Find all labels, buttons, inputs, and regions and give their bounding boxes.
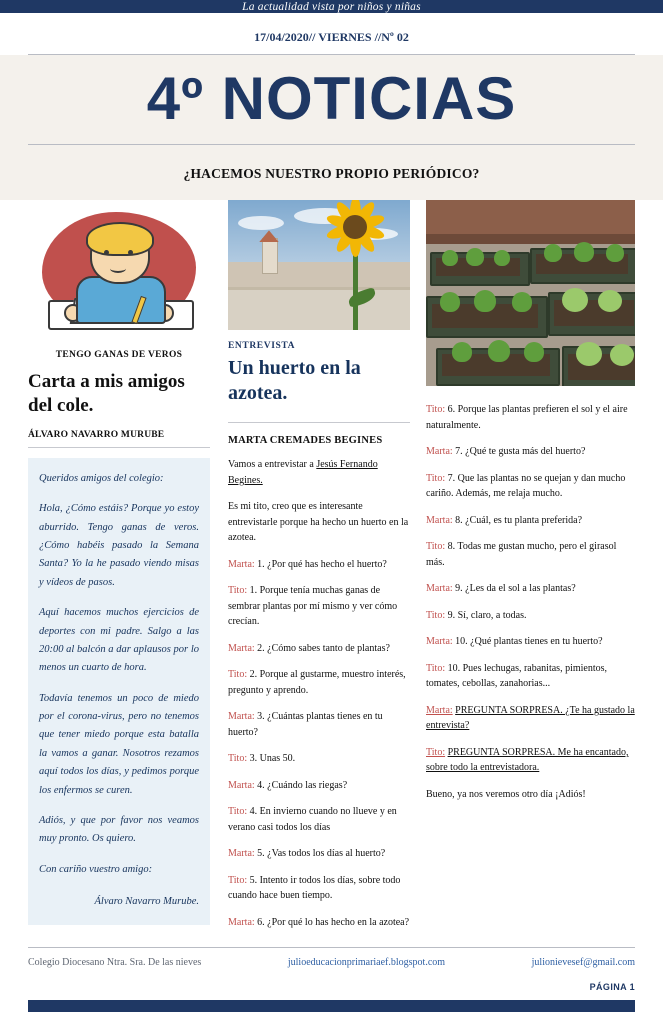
qa-text: 7. ¿Qué te gusta más del huerto? xyxy=(455,446,586,458)
qa-line xyxy=(426,703,635,734)
qa-speaker: Tito: xyxy=(426,404,446,416)
qa-speaker: Tito: xyxy=(228,806,248,818)
left-article-headline: Carta a mis amigos del cole. xyxy=(28,371,185,417)
qa-speaker: Marta: xyxy=(426,636,453,648)
column-middle xyxy=(224,200,420,941)
qa-text: 3. ¿Cuántas plantas tienes en tu huerto? xyxy=(228,711,383,738)
illustration-caption: TENGO GANAS DE VEROS xyxy=(55,350,183,361)
qa-speaker: Tito: xyxy=(426,609,446,621)
qa-line xyxy=(228,778,410,794)
masthead-subhead: ¿HACEMOS NUESTRO PROPIO PERIÓDICO? xyxy=(0,149,663,200)
sunflower-icon xyxy=(322,200,388,260)
qa-speaker: Tito: xyxy=(426,472,446,484)
qa-text: 2. ¿Cómo sabes tanto de plantas? xyxy=(257,642,390,654)
footer-blog-link[interactable]: julioeducacionprimariaef.blogspot.com xyxy=(287,957,446,969)
qa-speaker: Tito: xyxy=(426,541,446,553)
footer-email-link[interactable]: julionievesef@gmail.com xyxy=(531,957,635,969)
qa-speaker: Tito: xyxy=(228,753,248,765)
qa-text: 10. ¿Qué plantas tienes en tu huerto? xyxy=(455,636,603,648)
dateline: 17/04/2020// VIERNES //Nº 02 xyxy=(0,13,663,54)
column-right xyxy=(420,200,635,941)
qa-speaker: Marta: xyxy=(228,642,255,654)
qa-speaker: Tito: xyxy=(228,874,248,886)
qa-line xyxy=(228,846,410,862)
qa-speaker: Tito: xyxy=(228,669,248,681)
qa-text: 9. Sí, claro, a todas. xyxy=(447,609,527,621)
interview-intro: Es mi tito, creo que es interesante entrevistarle porque ha hecho un huerto en la azotea. xyxy=(228,501,409,544)
qa-text: 5. Intento ir todos los días, sobre todo cuando hace buen tiempo. xyxy=(228,874,401,902)
column-left xyxy=(28,200,224,941)
qa-line xyxy=(228,641,410,657)
right-qa-block xyxy=(426,402,635,802)
qa-speaker: Marta: xyxy=(228,779,255,791)
interview-intro xyxy=(228,457,410,488)
letter-paragraph: Con cariño vuestro amigo: xyxy=(39,863,153,875)
letter-signature: Álvaro Navarro Murube. xyxy=(94,896,199,908)
qa-line xyxy=(228,751,410,767)
qa-text: 6. ¿Por qué lo has hecho en la azotea? xyxy=(257,916,410,928)
intro-text: Vamos a entrevistar a xyxy=(228,459,317,471)
qa-speaker: Marta: xyxy=(426,704,453,716)
qa-text: 10. Pues lechugas, rabanitas, pimientos, tomates, cebollas, zanahorias... xyxy=(426,662,608,690)
qa-speaker: Marta: xyxy=(426,514,453,526)
qa-text: PREGUNTA SORPRESA. ¿Te ha gustado la entrevista? xyxy=(426,704,635,732)
qa-text: 2. Porque al gustarme, muestro interés, pregunto y aprendo. xyxy=(228,669,406,696)
interviewer-name: MARTA CREMADES BEGINES xyxy=(228,422,410,446)
qa-text: 9. ¿Les da el sol a las plantas? xyxy=(455,583,576,595)
qa-speaker: Tito: xyxy=(426,746,446,758)
qa-line xyxy=(228,583,410,630)
qa-line xyxy=(426,402,635,433)
footer xyxy=(0,941,663,1000)
qa-line xyxy=(426,471,635,502)
footer-rule xyxy=(28,947,635,948)
qa-speaker: Tito: xyxy=(228,585,248,597)
footer-row xyxy=(28,957,635,976)
letter-paragraph: Queridos amigos del colegio: xyxy=(39,472,164,484)
letter-paragraph: Adiós, y que por favor nos veamos muy pronto. Os quiero. xyxy=(39,814,199,845)
qa-line xyxy=(426,539,635,570)
article-columns xyxy=(0,200,663,941)
qa-text: 6. Porque las plantas prefieren el sol y el aire naturalmente. xyxy=(426,404,628,431)
bottom-bar xyxy=(28,1000,635,1012)
left-article-byline: ÁLVARO NAVARRO MURUBE xyxy=(28,430,210,448)
interviewee-name: Jesús Fernando Begines. xyxy=(228,459,378,486)
qa-text: 5. ¿Vas todos los días al huerto? xyxy=(257,848,386,860)
qa-text: 1. ¿Por qué has hecho el huerto? xyxy=(257,558,387,570)
letter-paragraph: Aquí hacemos muchos ejercicios de deportes con mi padre. Salgo a las 20:00 al balcón a dar aplausos por lo menos un cuarto de hora. xyxy=(39,607,199,674)
footer-school: Colegio Diocesano Ntra. Sra. De las nieves xyxy=(28,957,202,969)
qa-speaker: Marta: xyxy=(426,583,453,595)
qa-text: PREGUNTA SORPRESA. Me ha encantado, sobre todo la entrevistadora. xyxy=(426,746,629,774)
banner-tagline: La actualidad vista por niños y niñas xyxy=(242,0,421,13)
letter-paragraph: Hola, ¿Cómo estáis? Porque yo estoy aburrido. Tengo ganas de veros. ¿Cómo habéis pasado la Semana Santa? Yo la he pasado viendo misas y vídeos de pasos. xyxy=(39,503,199,588)
qa-speaker: Marta: xyxy=(228,711,255,723)
qa-line xyxy=(228,804,410,835)
letter-paragraph: Todavía tenemos un poco de miedo por el corona-virus, pero no tenemos que tener miedo porque esta batalla la vamos a ganar. Nosotros rezamos aquí todos los días, y pedimos porque los enfermos se curen. xyxy=(39,692,199,796)
qa-line xyxy=(228,709,410,740)
qa-line xyxy=(228,667,410,698)
qa-text: 8. Todas me gustan mucho, pero el girasol más. xyxy=(426,541,617,568)
page-number: PÁGINA 1 xyxy=(589,982,635,993)
sunflower-rooftop-photo xyxy=(228,200,410,330)
qa-line xyxy=(426,745,635,776)
qa-speaker: Marta: xyxy=(228,848,255,860)
qa-text: 3. Unas 50. xyxy=(249,753,296,765)
qa-speaker: Marta: xyxy=(228,916,255,928)
page-title: 4º NOTICIAS xyxy=(146,65,517,133)
section-kicker: ENTREVISTA xyxy=(228,341,296,352)
interview-closing: Bueno, ya nos veremos otro día ¡Adiós! xyxy=(426,788,586,800)
interview-headline: Un huerto en la azotea. xyxy=(228,357,361,405)
qa-speaker: Marta: xyxy=(228,558,255,570)
qa-text: 8. ¿Cuál, es tu planta preferida? xyxy=(455,514,583,526)
top-banner xyxy=(0,0,663,13)
qa-line xyxy=(426,608,635,624)
qa-text: 7. Que las plantas no se quejan y dan mucho cariño. Además, me relaja mucho. xyxy=(426,472,626,500)
qa-line xyxy=(426,444,635,460)
qa-line xyxy=(426,661,635,692)
masthead xyxy=(0,55,663,149)
qa-line xyxy=(426,634,635,650)
qa-line xyxy=(228,557,410,573)
rooftop-garden-photo xyxy=(426,200,635,386)
qa-line xyxy=(228,915,410,931)
qa-line xyxy=(228,873,410,904)
qa-line xyxy=(426,513,635,529)
letter-body xyxy=(28,458,210,926)
qa-text: 4. En invierno cuando no llueve y en verano casi todos los días xyxy=(228,806,397,833)
qa-line xyxy=(426,581,635,597)
qa-text: 1. Porque tenía muchas ganas de sembrar plantas por mí mismo y ver cómo crecían. xyxy=(228,585,398,628)
boy-writing-illustration xyxy=(28,200,210,340)
qa-speaker: Marta: xyxy=(426,446,453,458)
qa-speaker: Tito: xyxy=(426,662,446,674)
qa-text: 4. ¿Cuándo las riegas? xyxy=(257,779,348,791)
masthead-rule xyxy=(28,144,635,145)
